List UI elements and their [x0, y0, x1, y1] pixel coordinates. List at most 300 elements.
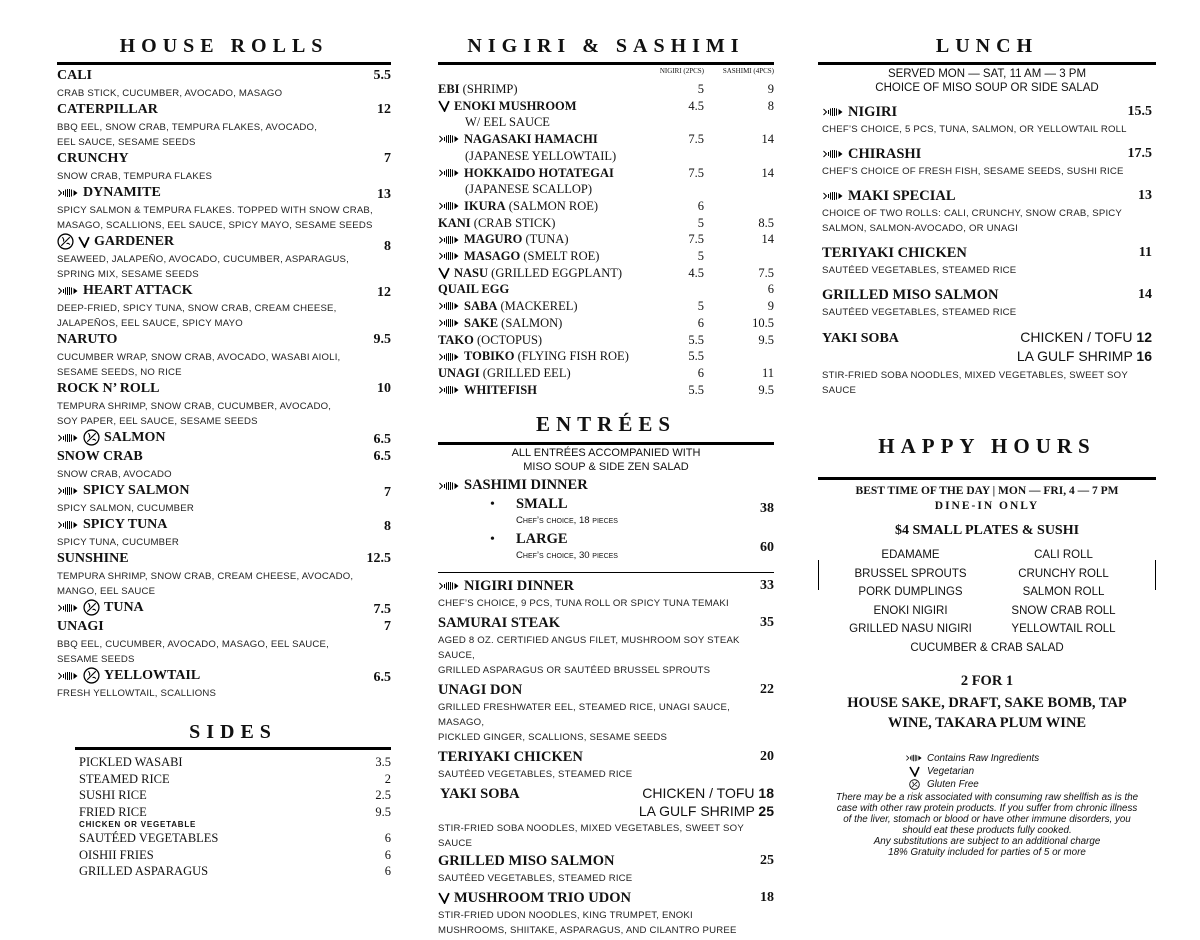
side-price: 2	[384, 771, 391, 786]
raw-fish-icon	[438, 318, 460, 328]
roll-desc: FRESH YELLOWTAIL, SCALLIONS	[57, 688, 217, 699]
raw-fish-icon	[57, 188, 79, 198]
roll-name	[57, 67, 92, 84]
entree-yaki-opt1-label: CHICKEN / TOFU	[642, 785, 755, 801]
entrees-note	[438, 447, 774, 474]
nigiri-name-text: UNAGI	[438, 365, 480, 380]
drinks-line: WINE, TAKARA PLUM WINE	[887, 714, 1087, 731]
side-price: 6	[384, 831, 391, 845]
nigiri-price: 7.5	[688, 165, 704, 180]
roll-name	[57, 482, 189, 499]
roll-name-text: SUNSHINE	[57, 551, 129, 566]
two-for-one: 2 FOR 1	[960, 672, 1014, 689]
roll-name	[57, 618, 104, 635]
happy-plate-right: CRUNCHY ROLL	[1018, 567, 1109, 580]
happy-hours-section	[818, 432, 1156, 858]
happy-plate-right: YELLOWTAIL ROLL	[1011, 623, 1116, 636]
sashimi-price	[704, 348, 774, 365]
vegetarian-icon	[438, 100, 450, 112]
menu-row	[818, 243, 1156, 263]
legend-gf	[905, 778, 979, 791]
nigiri-item	[438, 348, 774, 365]
nigiri-item	[438, 215, 774, 232]
roll-name-text: CATERPILLAR	[57, 102, 158, 117]
roll-name-text: NARUTO	[57, 332, 118, 347]
roll-item	[57, 429, 391, 448]
nigiri-sub-text: W/ EEL SAUCE	[465, 115, 550, 130]
roll-item	[57, 282, 391, 331]
side-name: FRIED RICE	[79, 804, 147, 819]
menu-desc: SALMON, SALMON-AVOCADO, OR UNAGI	[822, 223, 1018, 234]
nigiri-sub	[438, 148, 774, 165]
menu-name	[822, 146, 921, 163]
lunch-yaki-name: YAKI SOBA	[822, 331, 899, 346]
nigiri-name	[438, 98, 664, 115]
nigiri-price: 7.5	[688, 232, 704, 247]
roll-row	[57, 550, 391, 569]
roll-item	[57, 233, 391, 282]
lunch-note-line: SERVED MON — SAT, 11 AM — 3 PM	[887, 68, 1087, 80]
menu-desc: PICKLED GINGER, SCALLIONS, SESAME SEEDS	[438, 732, 668, 743]
sashimi-price	[704, 248, 774, 265]
nigiri-name-text: IKURA	[464, 198, 506, 213]
sashimi-price: 9.5	[758, 332, 774, 347]
happy-hours-title: HAPPY HOURS	[878, 434, 1096, 458]
nigiri-item	[438, 382, 774, 399]
nigiri-sub-text: (JAPANESE SCALLOP)	[465, 182, 592, 197]
roll-item	[57, 184, 391, 233]
roll-desc: SPICY TUNA, CUCUMBER	[57, 537, 179, 548]
roll-price: 12.5	[366, 551, 391, 566]
nigiri-name	[438, 365, 664, 382]
nigiri-item	[438, 365, 774, 382]
roll-row	[57, 67, 391, 86]
nigiri-extra: (SMELT ROE)	[520, 249, 600, 264]
roll-desc: SNOW CRAB, AVOCADO	[57, 469, 172, 480]
gluten-free-icon	[83, 429, 100, 446]
house-rolls-column	[57, 0, 391, 878]
nigiri-name-text: NASU	[454, 265, 489, 280]
raw-fish-icon	[57, 520, 79, 530]
sashimi-small-label: SMALL	[516, 496, 568, 512]
roll-desc: SOY PAPER, EEL SAUCE, SESAME SEEDS	[57, 416, 258, 427]
nigiri-name-text: EBI	[438, 82, 460, 96]
sashimi-divider	[438, 572, 774, 573]
gluten-free-icon	[905, 779, 923, 790]
nigiri-item	[438, 131, 774, 148]
menu-desc: SAUTÉED VEGETABLES, STEAMED RICE	[438, 873, 633, 884]
roll-item	[57, 667, 391, 701]
side-item	[79, 830, 391, 847]
raw-fish-icon	[438, 201, 460, 211]
nigiri-col-headers	[438, 67, 774, 76]
nigiri-name-text: MASAGO	[464, 249, 521, 264]
disclaimer-line: should eat these products fully cooked.	[902, 824, 1072, 836]
nigiri-name	[438, 281, 664, 298]
nigiri-extra: (SALMON)	[498, 315, 563, 330]
roll-item	[57, 331, 391, 380]
menu-desc: AGED 8 OZ. CERTIFIED ANGUS FILET, MUSHROOM SOY STEAK SAUCE,	[438, 635, 740, 661]
raw-fish-icon	[822, 149, 844, 159]
sashimi-price: 9	[767, 82, 774, 96]
legend-disclaimer	[818, 792, 1156, 858]
entree-yaki-name: YAKI SOBA	[440, 786, 520, 802]
roll-desc: BBQ EEL, SNOW CRAB, TEMPURA FLAKES, AVOCADO,	[57, 122, 318, 133]
lunch-note-line: CHOICE OF MISO SOUP OR SIDE SALAD	[875, 82, 1099, 94]
roll-name	[57, 448, 143, 465]
raw-fish-icon	[438, 385, 460, 395]
nigiri-item	[438, 98, 774, 115]
sashimi-price: 14	[761, 232, 774, 247]
roll-price: 6.5	[373, 449, 391, 464]
nigiri-extra: (SALMON ROE)	[505, 198, 599, 213]
nigiri-sub-text: (JAPANESE YELLOWTAIL)	[465, 148, 617, 163]
nigiri-extra: (GRILLED EGGPLANT)	[488, 265, 623, 280]
nigiri-name-text: TAKO	[438, 332, 474, 347]
menu-name	[822, 188, 956, 205]
sashimi-large-price: 60	[760, 540, 774, 555]
entree-yaki-desc: STIR-FRIED SOBA NOODLES, MIXED VEGETABLES, SWEET SOY SAUCE	[438, 823, 744, 849]
nigiri-price: 4.5	[688, 265, 704, 280]
vegetarian-icon	[905, 766, 923, 777]
nigiri-name	[438, 165, 664, 182]
roll-row	[57, 448, 391, 467]
roll-item	[57, 101, 391, 150]
entree-yaki-opt1	[642, 785, 774, 801]
roll-name	[57, 184, 161, 201]
side-price: 6	[384, 864, 391, 878]
legend-veg-text: Vegetarian	[927, 765, 975, 777]
entrees-rule	[438, 442, 774, 445]
happy-plate-left: BRUSSEL SPROUTS	[854, 567, 967, 580]
roll-item	[57, 618, 391, 667]
bullet: •	[490, 532, 495, 547]
roll-price: 7	[384, 619, 391, 634]
roll-name	[57, 101, 158, 118]
roll-name-text: UNAGI	[57, 619, 104, 634]
nigiri-name-text: WHITEFISH	[464, 382, 537, 397]
lunch-column	[818, 0, 1156, 858]
small-plates-left-line	[818, 560, 819, 590]
menu-item	[438, 613, 774, 678]
nigiri-name-text: MAGURO	[464, 232, 523, 247]
roll-row	[57, 380, 391, 399]
vegetarian-icon	[438, 892, 450, 904]
menu-desc: STIR-FRIED UDON NOODLES, KING TRUMPET, ENOKI	[438, 910, 693, 921]
entrees-section	[438, 410, 774, 940]
disclaimer-line: 18% Gratuity included for parties of 5 or more	[888, 846, 1086, 858]
roll-desc: SPICY SALMON, CUCUMBER	[57, 503, 194, 514]
sashimi-price: 6	[767, 282, 774, 297]
roll-name-text: TUNA	[104, 600, 144, 615]
roll-item	[57, 448, 391, 482]
nigiri-name	[438, 198, 664, 215]
roll-name	[57, 667, 200, 684]
nigiri-name	[438, 348, 664, 365]
roll-item	[57, 67, 391, 101]
roll-row	[57, 184, 391, 203]
raw-fish-icon	[438, 168, 460, 178]
sashimi-price: 8.5	[758, 215, 774, 230]
nigiri-sub	[438, 114, 774, 131]
small-plates-bottom: CUCUMBER & CRAB SALAD	[910, 641, 1064, 654]
roll-desc: SNOW CRAB, TEMPURA FLAKES	[57, 171, 213, 182]
roll-name	[57, 331, 117, 348]
roll-name	[57, 599, 144, 616]
menu-desc: GRILLED FRESHWATER EEL, STEAMED RICE, UNAGI SAUCE, MASAGO,	[438, 702, 730, 728]
lunch-yaki-opt2-label: LA GULF SHRIMP	[1016, 348, 1133, 364]
roll-row	[57, 150, 391, 169]
menu-name	[438, 853, 614, 870]
nigiri-sub	[438, 181, 774, 198]
roll-name-text: CRUNCHY	[57, 151, 129, 166]
entrees-note-line: MISO SOUP & SIDE ZEN SALAD	[523, 460, 689, 473]
sashimi-price: 14	[761, 165, 774, 180]
roll-name-text: SPICY TUNA	[83, 517, 168, 532]
legend-gf-text: Gluten Free	[927, 778, 979, 790]
roll-price: 7.5	[373, 601, 391, 617]
nigiri-name-text: KANI	[438, 215, 471, 230]
menu-desc: GRILLED ASPARAGUS OR SAUTÉED BRUSSEL SPROUTS	[438, 665, 711, 676]
legend-raw	[905, 752, 1039, 765]
side-price: 9.5	[375, 804, 391, 819]
entrees-note-line: ALL ENTRÉES ACCOMPANIED WITH	[511, 447, 701, 459]
sashimi-small-price: 38	[760, 501, 774, 516]
raw-fish-icon	[57, 433, 79, 443]
sashimi-dinner-label: SASHIMI DINNER	[464, 477, 588, 493]
roll-desc: BBQ EEL, CUCUMBER, AVOCADO, MASAGO, EEL SAUCE,	[57, 639, 330, 650]
gluten-free-icon	[83, 599, 100, 616]
small-plates-title: $4 SMALL PLATES & SUSHI	[894, 523, 1080, 538]
sides-section	[75, 718, 391, 880]
roll-row	[57, 233, 391, 252]
sashimi-price: 9	[767, 299, 774, 314]
menu-row	[818, 144, 1156, 164]
lunch-yaki-p1: 12	[1136, 329, 1152, 345]
side-price: 6	[384, 847, 391, 862]
roll-row	[57, 516, 391, 535]
nigiri-name	[438, 231, 664, 248]
side-item	[79, 863, 391, 880]
roll-price: 8	[384, 239, 391, 254]
drinks	[818, 693, 1156, 733]
roll-price: 12	[377, 284, 391, 300]
happy-plate-left: EDAMAME	[881, 549, 940, 561]
raw-fish-icon	[57, 671, 79, 681]
menu-row	[438, 613, 774, 633]
menu-item	[438, 747, 774, 782]
nigiri-extra: (CRAB STICK)	[470, 215, 556, 230]
nigiri-name	[438, 265, 664, 282]
side-sub: CHICKEN OR VEGETABLE	[79, 820, 197, 829]
roll-name	[57, 550, 129, 567]
nigiri-extra: (OCTOPUS)	[473, 332, 543, 347]
menu-price: 15.5	[1127, 104, 1152, 119]
nigiri-item	[438, 248, 774, 265]
menu-name	[438, 615, 560, 632]
nigiri-extra: (SHRIMP)	[459, 82, 518, 96]
nigiri-extra: (FLYING FISH ROE)	[514, 349, 629, 364]
roll-price: 10	[377, 381, 391, 396]
nigiri-price: 7.5	[688, 132, 704, 147]
lunch-yaki-desc: STIR-FRIED SOBA NOODLES, MIXED VEGETABLES, SWEET SOY SAUCE	[822, 370, 1128, 396]
nigiri-item	[438, 332, 774, 349]
side-name: OISHII FRIES	[79, 847, 154, 862]
menu-name-text: NIGIRI DINNER	[464, 577, 574, 594]
entree-yaki-opt2	[639, 803, 774, 819]
roll-desc: JALAPEÑOS, EEL SAUCE, SPICY MAYO	[57, 318, 243, 329]
sides-list	[75, 754, 391, 880]
roll-row	[57, 667, 391, 686]
menu-desc: CHEF’S CHOICE, 5 PCS, TUNA, SALMON, OR YELLOWTAIL ROLL	[822, 124, 1127, 135]
house-rolls-list	[57, 67, 391, 701]
happy-plate-right: CALI ROLL	[1034, 549, 1093, 561]
roll-desc: SESAME SEEDS	[57, 654, 135, 665]
menu-price: 20	[760, 749, 774, 764]
menu-name	[822, 245, 967, 262]
raw-fish-icon	[822, 107, 844, 117]
nigiri-name	[438, 81, 664, 98]
menu-name	[438, 578, 574, 595]
nigiri-column	[438, 0, 774, 936]
small-plates-list	[818, 546, 1156, 657]
nigiri-item	[438, 198, 774, 215]
nigiri-price: 6	[697, 315, 704, 330]
nigiri-name-text: TOBIKO	[464, 349, 515, 364]
roll-desc: MASAGO, SCALLIONS, EEL SAUCE, SPICY MAYO, SESAME SEEDS	[57, 220, 373, 231]
menu-price: 11	[1138, 245, 1152, 260]
nigiri-name-text: SAKE	[464, 315, 499, 330]
nigiri-title: NIGIRI & SASHIMI	[467, 35, 745, 57]
raw-fish-icon	[438, 352, 460, 362]
nigiri-item	[438, 81, 774, 98]
nigiri-name	[438, 248, 664, 265]
roll-name-text: YELLOWTAIL	[104, 668, 201, 683]
sashimi-small	[438, 495, 774, 530]
side-price: 3.5	[375, 755, 391, 769]
menu-row	[818, 186, 1156, 206]
happy-plate-left: GRILLED NASU NIGIRI	[849, 623, 972, 636]
side-item	[79, 771, 391, 788]
drinks-line: HOUSE SAKE, DRAFT, SAKE BOMB, TAP	[847, 694, 1127, 711]
menu-row	[438, 747, 774, 767]
side-item	[79, 754, 391, 771]
menu-price: 25	[760, 853, 774, 868]
menu-name-text: CHIRASHI	[848, 145, 922, 162]
menu-name-text: UNAGI DON	[438, 681, 523, 698]
entree-list-2	[438, 851, 774, 938]
lunch-note	[818, 67, 1156, 95]
menu-row	[818, 285, 1156, 305]
menu-name-text: SAMURAI STEAK	[438, 614, 561, 631]
side-name: PICKLED WASABI	[79, 755, 183, 769]
happy-plate-right: SNOW CRAB ROLL	[1011, 604, 1116, 617]
legend-veg	[905, 765, 974, 778]
menu-price: 13	[1138, 188, 1152, 203]
side-item	[79, 847, 391, 864]
menu-row	[438, 576, 774, 596]
nigiri-price: 5	[697, 82, 704, 96]
nigiri-price: 5.5	[688, 332, 704, 347]
side-name: STEAMED RICE	[79, 771, 170, 786]
sashimi-dinner-name	[438, 476, 774, 495]
roll-desc: SESAME SEEDS, NO RICE	[57, 367, 182, 378]
roll-row	[57, 599, 391, 618]
menu-desc: CHEF’S CHOICE, 9 PCS, TUNA ROLL OR SPICY TUNA TEMAKI	[438, 598, 729, 609]
entree-yaki-p2: 25	[758, 803, 774, 819]
roll-desc: EEL SAUCE, SESAME SEEDS	[57, 137, 196, 148]
nigiri-item	[438, 281, 774, 298]
menu-desc: SAUTÉED VEGETABLES, STEAMED RICE	[822, 307, 1017, 318]
sashimi-large-label: LARGE	[516, 531, 568, 547]
nigiri-name	[438, 215, 664, 232]
roll-desc: DEEP-FRIED, SPICY TUNA, SNOW CRAB, CREAM CHEESE,	[57, 303, 337, 314]
raw-fish-icon	[438, 481, 460, 491]
roll-item	[57, 380, 391, 429]
menu-price: 17.5	[1127, 146, 1152, 161]
menu-desc: MUSHROOMS, SHIITAKE, ASPARAGUS, AND CILANTRO PUREE	[438, 925, 737, 936]
lunch-list	[818, 102, 1156, 320]
menu-item	[438, 851, 774, 886]
sashimi-small-desc: Chef’s choice, 18 pieces	[516, 515, 618, 526]
nigiri-price	[664, 281, 704, 298]
roll-name	[57, 233, 174, 250]
house-rolls-title: HOUSE ROLLS	[119, 35, 329, 57]
menu-name-text: TERIYAKI CHICKEN	[438, 748, 583, 765]
roll-price: 5.5	[373, 68, 391, 83]
menu-desc: CHEF’S CHOICE OF FRESH FISH, SESAME SEEDS, SUSHI RICE	[822, 166, 1124, 177]
lunch-yaki-p2: 16	[1136, 348, 1152, 364]
roll-item	[57, 599, 391, 618]
disclaimer-line: Any substitutions are subject to an additional charge	[873, 835, 1101, 847]
sashimi-price: 14	[761, 132, 774, 147]
nigiri-price: 6	[697, 365, 704, 380]
menu-price: 14	[1138, 287, 1152, 302]
roll-price: 8	[384, 518, 391, 534]
nigiri-price: 6	[697, 198, 704, 213]
sashimi-large-desc: Chef’s choice, 30 pieces	[516, 550, 618, 561]
nigiri-price: 4.5	[688, 98, 704, 113]
happy-plate-left: PORK DUMPLINGS	[858, 586, 963, 599]
menu-name	[438, 682, 522, 699]
roll-desc: MANGO, EEL SAUCE	[57, 586, 156, 597]
happy-hours-rule	[818, 477, 1156, 480]
nigiri-price: 5	[697, 299, 704, 314]
roll-name	[57, 429, 165, 446]
side-name: SUSHI RICE	[79, 788, 147, 802]
side-item	[79, 787, 391, 804]
menu-price: 35	[760, 615, 774, 630]
happy-hours-dine-in: DINE-IN ONLY	[934, 500, 1040, 512]
roll-price: 7	[384, 151, 391, 166]
roll-price: 12	[377, 102, 391, 117]
menu-name-text: GRILLED MISO SALMON	[822, 286, 999, 303]
roll-name-text: SALMON	[104, 430, 166, 445]
nigiri-list	[438, 81, 774, 398]
nigiri-extra: (MACKEREL)	[497, 299, 578, 314]
roll-name-text: SPICY SALMON	[83, 483, 190, 498]
roll-price: 6.5	[373, 669, 391, 685]
nigiri-name-text: ENOKI MUSHROOM	[454, 98, 577, 113]
roll-price: 7	[384, 484, 391, 500]
nigiri-item	[438, 165, 774, 182]
roll-name-text: ROCK N’ ROLL	[57, 381, 160, 396]
roll-name	[57, 380, 159, 397]
side-name: GRILLED ASPARAGUS	[79, 864, 209, 878]
side-item	[79, 804, 391, 821]
roll-name	[57, 150, 129, 167]
entree-yaki-p1: 18	[758, 785, 774, 801]
